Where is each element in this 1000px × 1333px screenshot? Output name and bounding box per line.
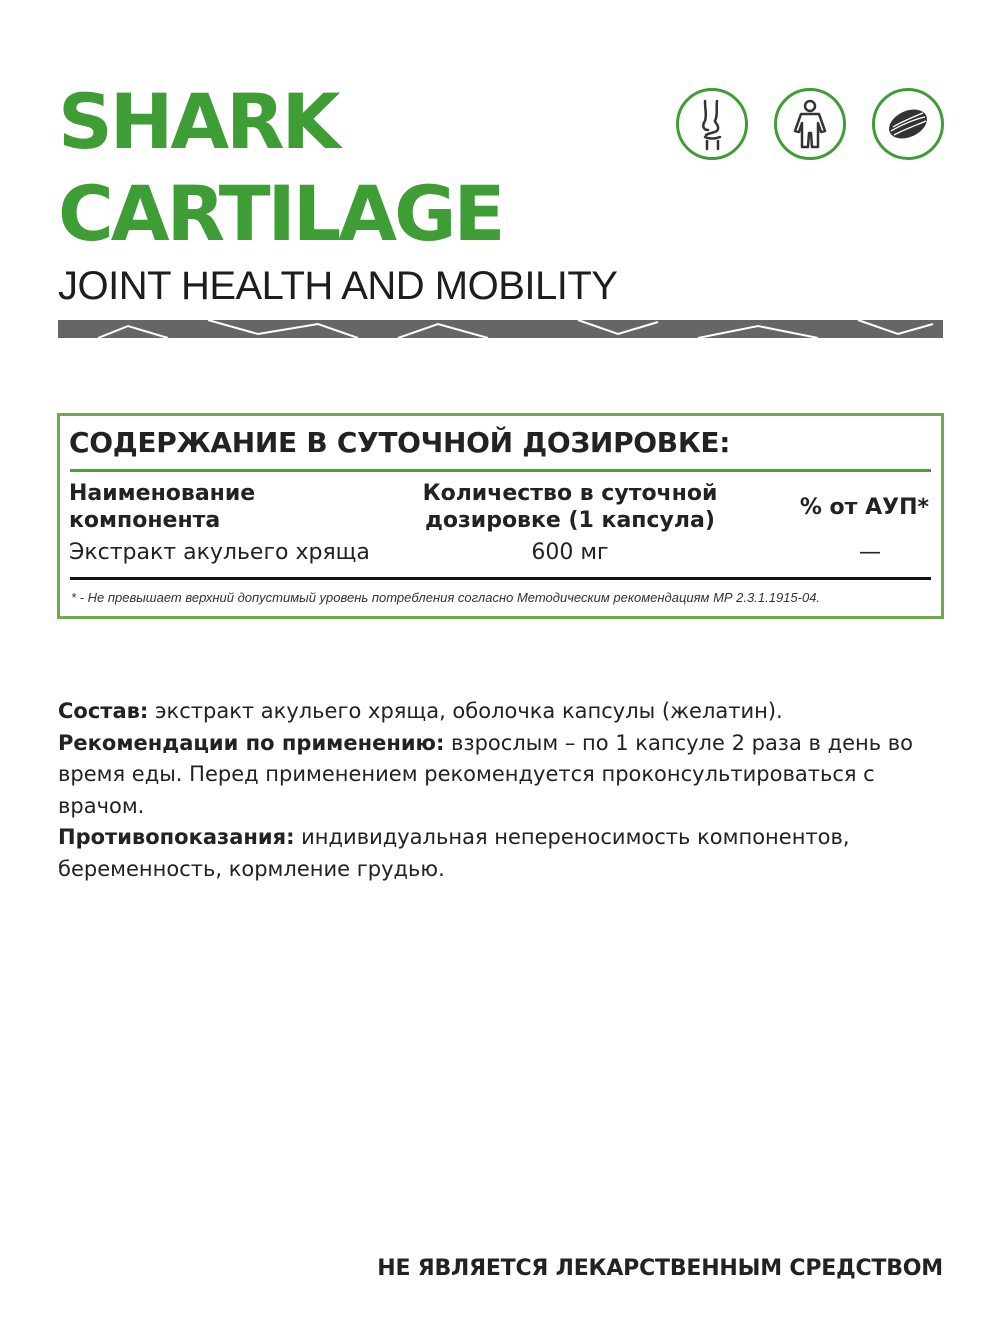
usage-label: Рекомендации по применению: <box>58 730 445 755</box>
table-title: СОДЕРЖАНИЕ В СУТОЧНОЙ ДОЗИРОВКЕ: <box>69 426 731 459</box>
benefit-icons <box>676 88 944 160</box>
table-cell-name: Экстракт акульего хряща <box>69 540 370 565</box>
composition-table <box>57 413 944 619</box>
column-header-amount <box>390 480 750 534</box>
product-subtitle: JOINT HEALTH AND MOBILITY <box>58 264 618 308</box>
table-cell-amount: 600 мг <box>531 540 609 565</box>
human-body-icon <box>774 88 846 160</box>
muscle-fiber-icon <box>872 88 944 160</box>
column-header-pct: % от АУП* <box>799 495 929 520</box>
contraindications-paragraph <box>58 822 938 885</box>
product-title-line1: SHARK <box>58 77 338 166</box>
joint-icon <box>676 88 748 160</box>
contraindications-text: индивидуальная непереносимость компонентов, беременность, кормление грудью. <box>58 825 850 881</box>
composition-label: Состав: <box>58 699 149 723</box>
column-header-name-line2: компонента <box>69 508 221 533</box>
column-header-amount-line1: Количество в суточной <box>422 481 718 506</box>
product-title-line2: CARTILAGE <box>58 169 503 258</box>
composition-paragraph <box>58 696 938 728</box>
table-header-divider <box>70 469 931 472</box>
table-bottom-divider <box>70 577 931 580</box>
table-footnote: * - Не превышает верхний допустимый уровень потребления согласно Методическим рекомендациям МР 2.3.1.1915-04. <box>71 590 821 605</box>
usage-text: взрослым – по 1 капсуле 2 раза в день во время еды. Перед применением рекомендуется проконсультироваться с врачом. <box>58 730 914 818</box>
table-cell-pct: — <box>859 540 881 565</box>
decorative-band <box>58 320 943 338</box>
column-header-name-line1: Наименование <box>69 481 256 506</box>
composition-text: экстракт акульего хряща, оболочка капсулы (желатин). <box>148 699 783 723</box>
usage-paragraph <box>58 728 938 823</box>
disclaimer: НЕ ЯВЛЯЕТСЯ ЛЕКАРСТВЕННЫМ СРЕДСТВОМ <box>377 1256 943 1281</box>
column-header-name <box>69 480 369 534</box>
contraindications-label: Противопоказания: <box>58 825 295 849</box>
product-info <box>58 696 938 885</box>
column-header-amount-line2: дозировке (1 капсула) <box>425 508 715 533</box>
